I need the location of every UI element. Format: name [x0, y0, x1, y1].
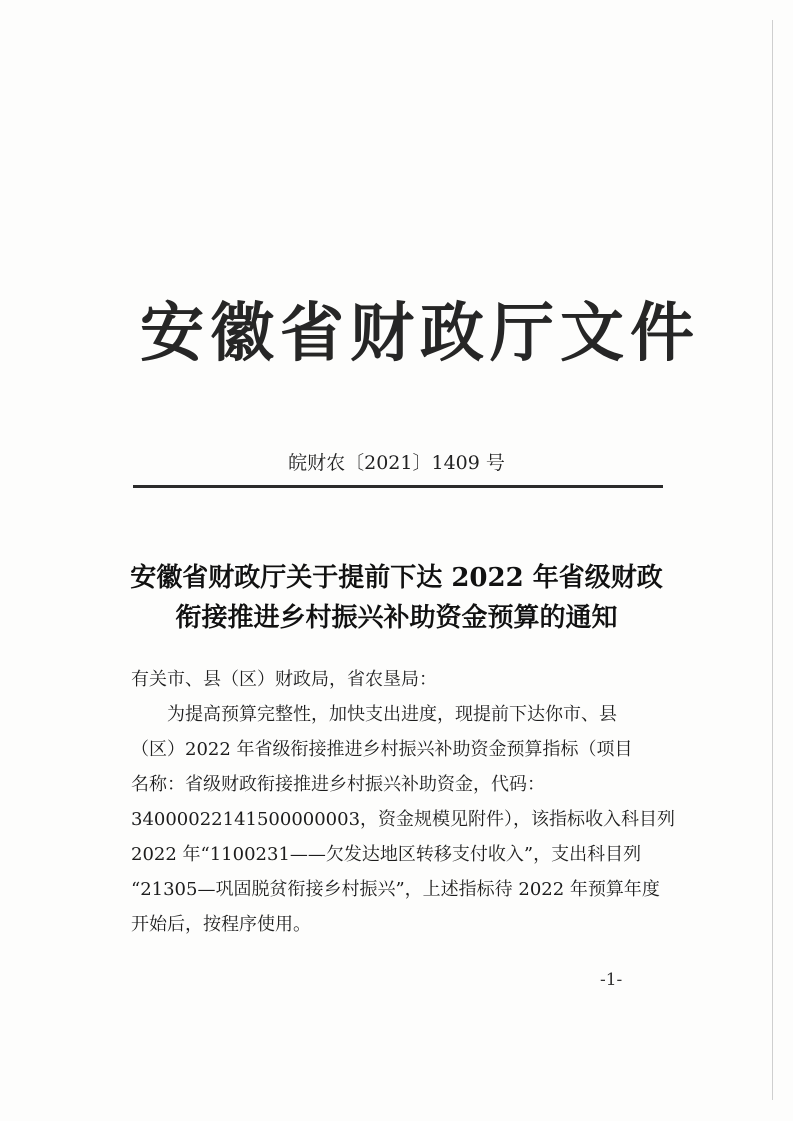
- document-number: 皖财农〔2021〕1409 号: [288, 452, 505, 474]
- body-line: 名称：省级财政衔接推进乡村振兴补助资金，代码：: [131, 774, 545, 795]
- body-line: 开始后，按程序使用。: [131, 914, 311, 935]
- salutation: 有关市、县（区）财政局，省农垦局：: [131, 669, 437, 690]
- issuing-authority-header: 安徽省财政厅文件: [140, 296, 700, 371]
- body-line: 为提高预算完整性，加快支出进度，现提前下达你市、县: [167, 704, 617, 725]
- body-line: 34000022141500000003，资金规模见附件），该指标收入科目列: [131, 809, 676, 830]
- body-line: “21305—巩固脱贫衔接乡村振兴”，上述指标待 2022 年预算年度: [131, 879, 660, 900]
- body-paragraph: [131, 697, 676, 942]
- header-divider: [133, 485, 663, 488]
- notice-title: [0, 558, 793, 638]
- page-number: -1-: [600, 970, 623, 990]
- notice-title-line-1: 安徽省财政厅关于提前下达 2022 年省级财政: [130, 563, 663, 593]
- body-line: 2022 年“1100231——欠发达地区转移支付收入”，支出科目列: [131, 844, 642, 865]
- notice-body: [131, 662, 676, 942]
- notice-title-line-2: 衔接推进乡村振兴补助资金预算的通知: [175, 603, 618, 633]
- body-line: （区）2022 年省级衔接推进乡村振兴补助资金预算指标（项目: [131, 739, 633, 760]
